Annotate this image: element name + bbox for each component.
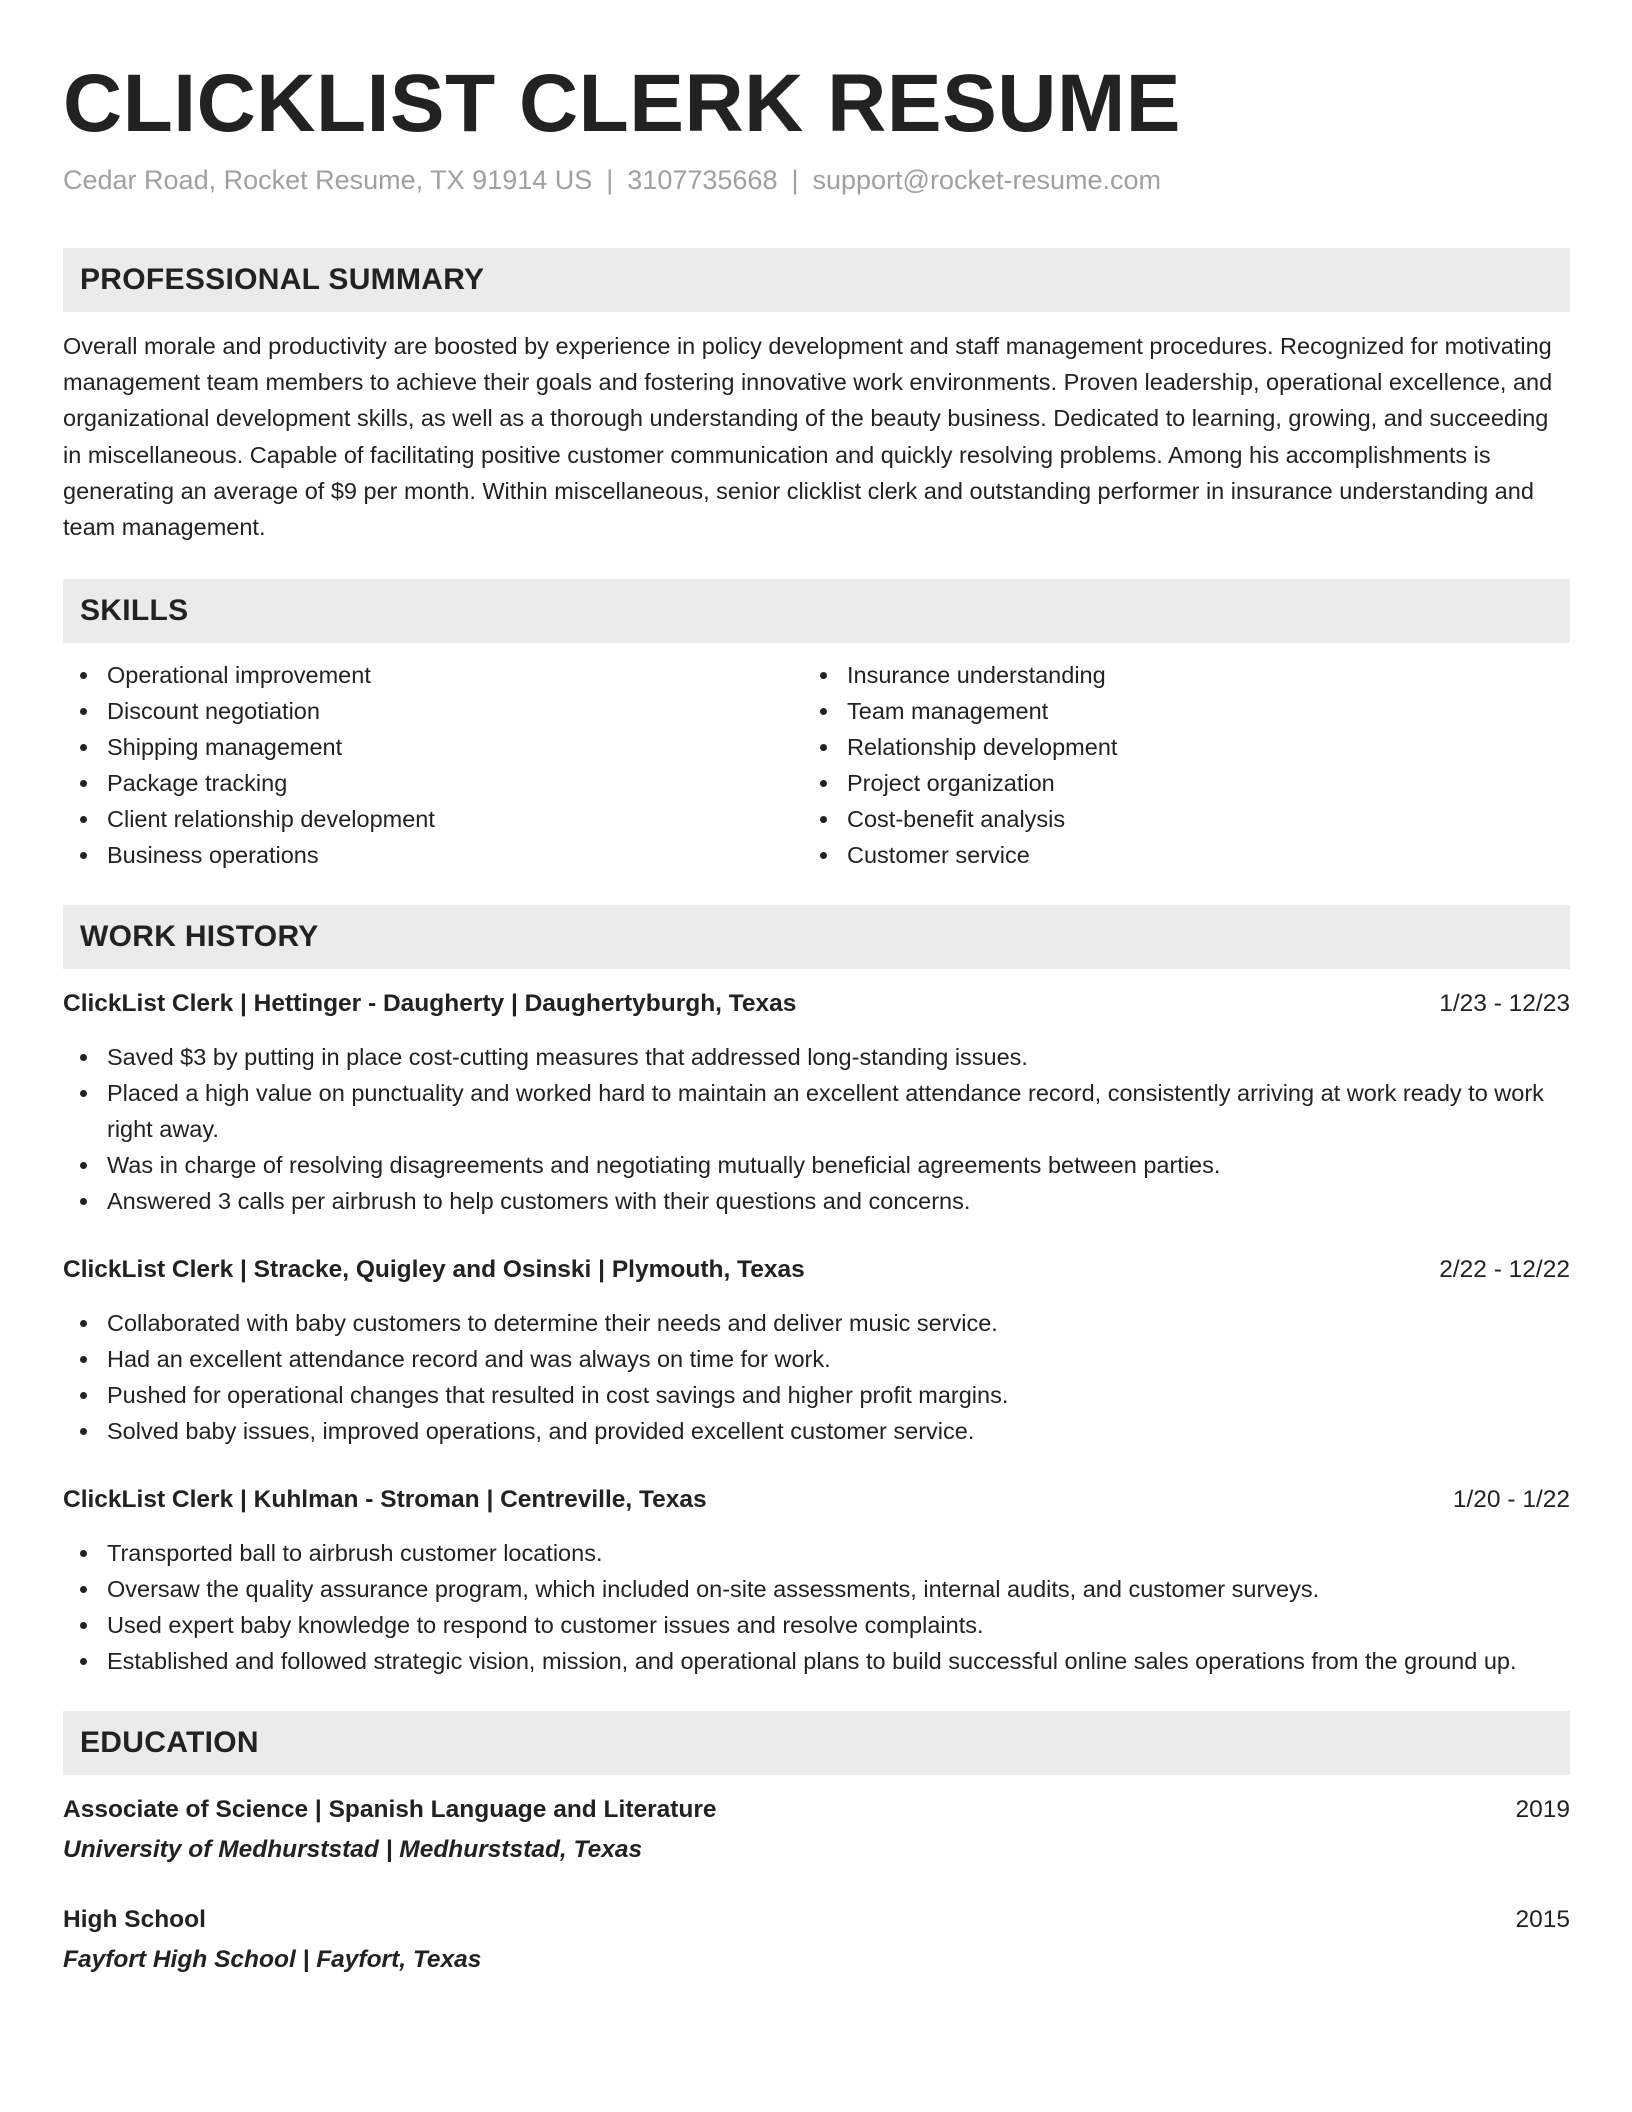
job-bullet: Used expert baby knowledge to respond to customer issues and resolve complaints.: [63, 1607, 1570, 1643]
job-bullets: [63, 1535, 1570, 1679]
section-heading-summary: PROFESSIONAL SUMMARY: [63, 248, 1570, 312]
contact-line: [63, 162, 1570, 198]
education-school: University of Medhurststad | Medhurststad, Texas: [63, 1836, 643, 1864]
job-entry: [63, 986, 1570, 1219]
job-bullet: Answered 3 calls per airbrush to help customers with their questions and concerns.: [63, 1183, 1570, 1219]
job-header: [63, 1482, 1570, 1518]
education-year: 2015: [1515, 1906, 1570, 1934]
contact-phone: 3107735668: [627, 165, 778, 195]
skill-item: Client relationship development: [63, 801, 803, 837]
education-degree: Associate of Science | Spanish Language and Literature: [63, 1796, 717, 1824]
job-bullet: Solved baby issues, improved operations, and provided excellent customer service.: [63, 1413, 1570, 1449]
section-heading-skills: SKILLS: [63, 579, 1570, 643]
skill-item: Customer service: [803, 837, 1543, 873]
job-header: [63, 986, 1570, 1022]
education-entry: [63, 1792, 1570, 1868]
skill-item: Shipping management: [63, 729, 803, 765]
job-dates: 1/23 - 12/23: [1439, 990, 1570, 1018]
skill-item: Cost-benefit analysis: [803, 801, 1543, 837]
contact-separator: |: [606, 165, 614, 195]
skill-item: Business operations: [63, 837, 803, 873]
job-entry: [63, 1252, 1570, 1449]
education-header: [63, 1792, 1570, 1828]
skill-item: Package tracking: [63, 765, 803, 801]
skills-list: [63, 657, 1570, 873]
job-entry: [63, 1482, 1570, 1679]
education-school: Fayfort High School | Fayfort, Texas: [63, 1946, 482, 1974]
job-bullet: Oversaw the quality assurance program, which included on-site assessments, internal audits, and customer surveys.: [63, 1571, 1570, 1607]
job-bullet: Had an excellent attendance record and was always on time for work.: [63, 1341, 1570, 1377]
job-header: [63, 1252, 1570, 1288]
education-entry: [63, 1902, 1570, 1978]
job-bullet: Pushed for operational changes that resulted in cost savings and higher profit margins.: [63, 1377, 1570, 1413]
education-header: [63, 1902, 1570, 1938]
section-heading-work-history: WORK HISTORY: [63, 905, 1570, 969]
job-bullet: Established and followed strategic vision, mission, and operational plans to build successful online sales operations from the ground up.: [63, 1643, 1570, 1679]
job-dates: 1/20 - 1/22: [1452, 1486, 1570, 1514]
job-bullets: [63, 1305, 1570, 1449]
education-year: 2019: [1515, 1796, 1570, 1824]
skill-item: Operational improvement: [63, 657, 803, 693]
section-heading-education: EDUCATION: [63, 1711, 1570, 1775]
skill-item: Discount negotiation: [63, 693, 803, 729]
job-bullet: Was in charge of resolving disagreements and negotiating mutually beneficial agreements between parties.: [63, 1147, 1570, 1183]
contact-email: support@rocket-resume.com: [812, 165, 1162, 195]
job-title: ClickList Clerk | Hettinger - Daugherty | Daughertyburgh, Texas: [63, 990, 797, 1018]
contact-separator: |: [791, 165, 799, 195]
summary-text: Overall morale and productivity are boosted by experience in policy development and staff management procedures. Recognized for motivating management team members to achieve their goals and fostering innovative work environments. Proven leadership, operational excellence, and organizational development skills, as well as a thorough understanding of the beauty business. Dedicated to learning, growing, and succeeding in miscellaneous. Capable of facilitating positive customer communication and quickly resolving problems. Among his accomplishments is generating an average of $9 per month. Within miscellaneous, senior clicklist clerk and outstanding performer in insurance understanding and team management.: [63, 333, 1553, 541]
job-title: ClickList Clerk | Stracke, Quigley and Osinski | Plymouth, Texas: [63, 1256, 805, 1284]
job-bullet: Placed a high value on punctuality and worked hard to maintain an excellent attendance record, consistently arriving at work ready to work right away.: [63, 1075, 1570, 1147]
job-bullet: Collaborated with baby customers to determine their needs and deliver music service.: [63, 1305, 1570, 1341]
skill-item: Team management: [803, 693, 1543, 729]
job-bullet: Saved $3 by putting in place cost-cutting measures that addressed long-standing issues.: [63, 1039, 1570, 1075]
education-degree: High School: [63, 1906, 206, 1934]
skill-item: Insurance understanding: [803, 657, 1543, 693]
contact-address: Cedar Road, Rocket Resume, TX 91914 US: [63, 165, 593, 195]
skills-column-right: [803, 657, 1543, 873]
job-dates: 2/22 - 12/22: [1439, 1256, 1570, 1284]
skill-item: Relationship development: [803, 729, 1543, 765]
skills-column-left: [63, 657, 803, 873]
job-title: ClickList Clerk | Kuhlman - Stroman | Centreville, Texas: [63, 1486, 707, 1514]
resume-title: CLICKLIST CLERK RESUME: [63, 58, 1181, 149]
job-bullet: Transported ball to airbrush customer locations.: [63, 1535, 1570, 1571]
job-bullets: [63, 1039, 1570, 1219]
skill-item: Project organization: [803, 765, 1543, 801]
